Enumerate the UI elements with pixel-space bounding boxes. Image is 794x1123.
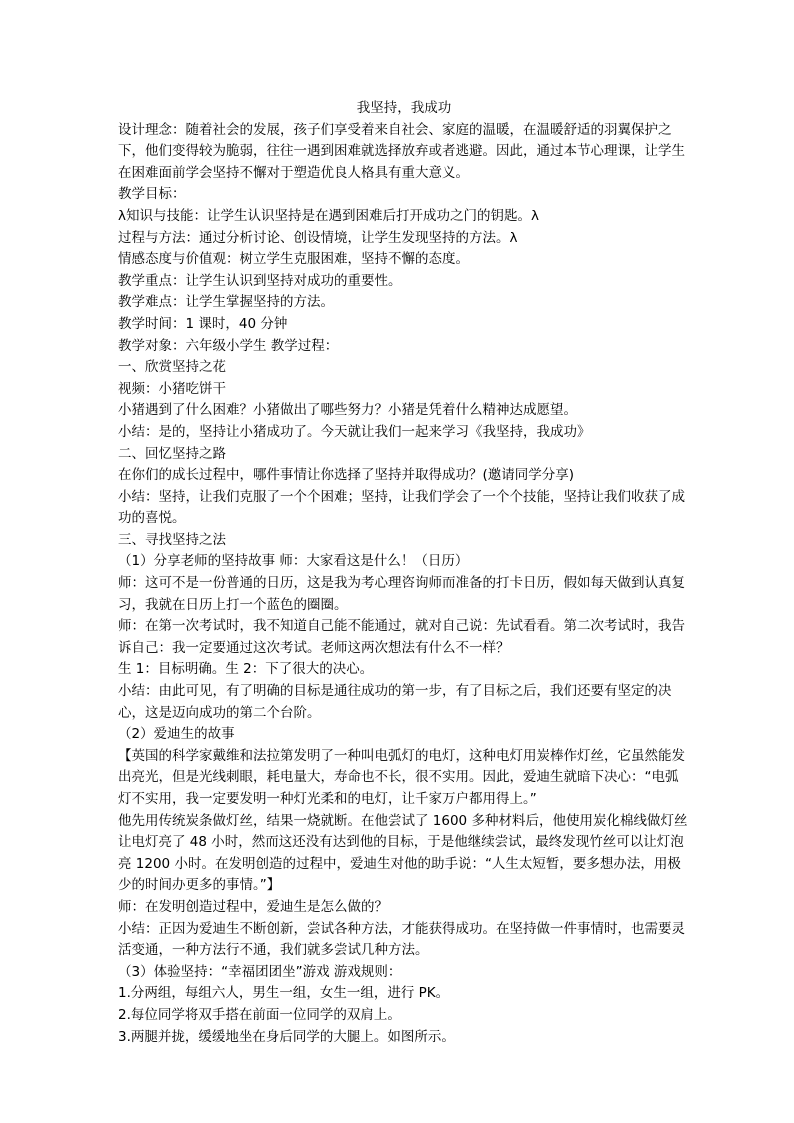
paragraph: 教学重点：让学生认识到坚持对成功的重要性。: [118, 272, 402, 289]
paragraph: 小结：坚持，让我们克服了一个个困难；坚持，让我们学会了一个个技能，坚持让我们收获了成功的喜悦。: [118, 488, 685, 527]
paragraph: （3）体验坚持：“幸福团团坐”游戏 游戏规则：: [118, 963, 402, 980]
paragraph: 在你们的成长过程中，哪件事情让你选择了坚持并取得成功？(邀请同学分享): [118, 467, 575, 484]
paragraph: 教学时间：1 课时，40 分钟: [118, 315, 288, 332]
document-body: [118, 120, 690, 1049]
paragraph: 二、回忆坚持之路: [118, 445, 226, 462]
paragraph: 小猪遇到了什么困难？小猪做出了哪些努力？小猪是凭着什么精神达成愿望。: [118, 402, 577, 419]
paragraph: 一、欣赏坚持之花: [118, 359, 226, 376]
paragraph: 三、寻找坚持之法: [118, 531, 226, 548]
document-page: [118, 98, 690, 1048]
paragraph: 3.两腿并拢，缓缓地坐在身后同学的大腿上。如图所示。: [118, 1028, 455, 1045]
paragraph: 视频：小猪吃饼干: [118, 380, 226, 397]
paragraph: 他先用传统炭条做灯丝，结果一烧就断。在他尝试了 1600 多种材料后，他使用炭化棉线做灯丝让电灯亮了 48 小时，然而这还没有达到他的目标，于是他继续尝试，最终发现竹丝可以让灯泡亮 1200 小时。在发明创造的过程中，爱迪生对他的助手说：“人生太短暂，要多想办法，用极少的时间办更多的事情。”】: [118, 812, 688, 894]
paragraph: 师：在发明创造过程中，爱迪生是怎么做的？: [118, 898, 388, 915]
paragraph: 教学目标：: [118, 186, 186, 203]
paragraph: 【英国的科学家戴维和法拉第发明了一种叫电弧灯的电灯，这种电灯用炭棒作灯丝，它虽然能发出亮光，但是光线刺眼，耗电量大，寿命也不长，很不实用。因此，爱迪生就暗下决心：“电弧灯不实用，我一定要发明一种灯光柔和的电灯，让千家万户都用得上。”: [118, 747, 685, 807]
paragraph: （2）爱迪生的故事: [118, 726, 235, 743]
paragraph: （1）分享老师的坚持故事 师：大家看这是什么！（日历）: [118, 553, 469, 570]
paragraph: 教学对象：六年级小学生 教学过程：: [118, 337, 339, 354]
paragraph: 过程与方法：通过分析讨论、创设情境，让学生发现坚持的方法。λ: [118, 229, 518, 246]
paragraph: 1.分两组，每组六人，男生一组，女生一组，进行 PK。: [118, 985, 450, 1002]
paragraph: 2.每位同学将双手搭在前面一位同学的双肩上。: [118, 1006, 401, 1023]
paragraph: 小结：是的，坚持让小猪成功了。今天就让我们一起来学习《我坚持，我成功》: [118, 423, 591, 440]
paragraph: 设计理念：随着社会的发展，孩子们享受着来自社会、家庭的温暖，在温暖舒适的羽翼保护之下，他们变得较为脆弱，往往一遇到困难就选择放弃或者逃避。因此，通过本节心理课，让学生在困难面前学会坚持不懈对于塑造优良人格具有重大意义。: [118, 121, 685, 181]
paragraph: 小结：由此可见，有了明确的目标是通往成功的第一步，有了目标之后，我们还要有坚定的决心，这是迈向成功的第二个台阶。: [118, 683, 672, 721]
paragraph: 生 1：目标明确。生 2：下了很大的决心。: [118, 661, 374, 678]
paragraph: 教学难点：让学生掌握坚持的方法。: [118, 294, 334, 311]
paragraph: 师：这可不是一份普通的日历，这是我为考心理咨询师而准备的打卡日历，假如每天做到认真复习，我就在日历上打一个蓝色的圈圈。: [118, 575, 685, 613]
paragraph: 师：在第一次考试时，我不知道自己能不能通过，就对自己说：先试看看。第二次考试时，我告诉自己：我一定要通过这次考试。老师这两次想法有什么不一样？: [118, 618, 685, 656]
paragraph: λ知识与技能：让学生认识坚持是在遇到困难后打开成功之门的钥匙。λ: [118, 207, 539, 224]
paragraph: 情感态度与价值观：树立学生克服困难，坚持不懈的态度。: [118, 251, 469, 268]
paragraph: 小结：正因为爱迪生不断创新，尝试各种方法，才能获得成功。在坚持做一件事情时，也需要灵活变通，一种方法行不通，我们就多尝试几种方法。: [118, 920, 685, 959]
document-title: 我坚持，我成功: [356, 100, 452, 116]
